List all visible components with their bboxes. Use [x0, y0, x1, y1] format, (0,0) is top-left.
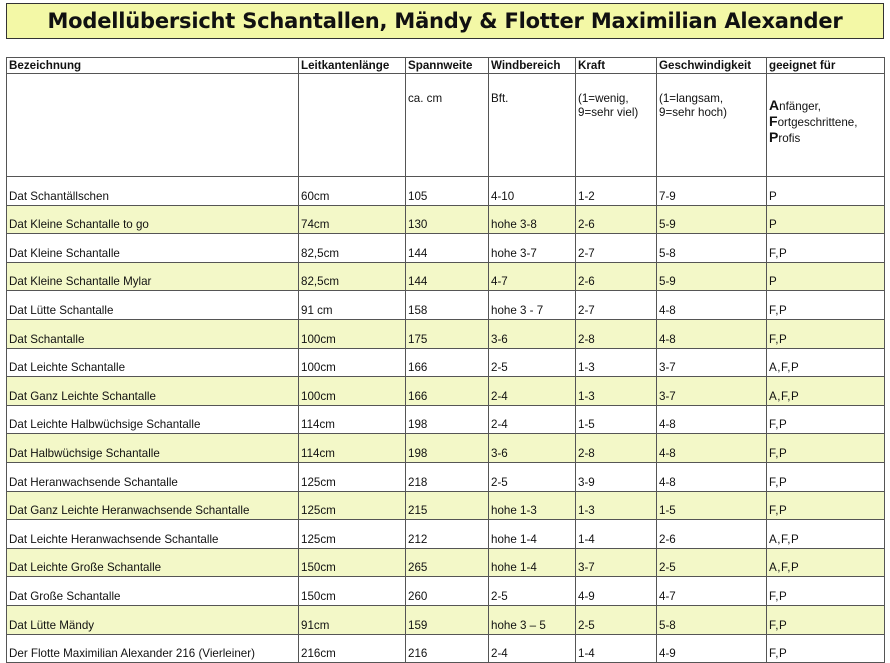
table-row	[7, 319, 885, 348]
cell-geeignet: A,F,P	[767, 377, 885, 406]
cell-geschwindigkeit: 2-6	[657, 520, 767, 549]
cell-geeignet: F,P	[767, 577, 885, 606]
cell-spannweite: 175	[406, 319, 489, 348]
cell-leitkante: 60cm	[299, 177, 406, 206]
cell-kraft: 1-4	[576, 520, 657, 549]
table-row	[7, 491, 885, 520]
cell-spannweite: 265	[406, 548, 489, 577]
table-row	[7, 262, 885, 291]
legend-p-initial: P	[769, 129, 779, 145]
cell-leitkante: 125cm	[299, 520, 406, 549]
cell-spannweite: 198	[406, 405, 489, 434]
cell-name: Der Flotte Maximilian Alexander 216 (Vierleiner)	[7, 634, 299, 663]
cell-wind: hohe 3 – 5	[489, 605, 576, 634]
cell-geeignet: F,P	[767, 634, 885, 663]
cell-leitkante: 100cm	[299, 319, 406, 348]
cell-geschwindigkeit: 5-9	[657, 262, 767, 291]
cell-geschwindigkeit: 4-8	[657, 291, 767, 320]
cell-geschwindigkeit: 1-5	[657, 491, 767, 520]
cell-geeignet: P	[767, 177, 885, 206]
cell-kraft: 2-6	[576, 262, 657, 291]
cell-leitkante: 91cm	[299, 605, 406, 634]
cell-leitkante: 150cm	[299, 577, 406, 606]
cell-geeignet: A,F,P	[767, 548, 885, 577]
table-row	[7, 520, 885, 549]
cell-geschwindigkeit: 4-8	[657, 434, 767, 463]
cell-wind: 4-7	[489, 262, 576, 291]
cell-spannweite: 130	[406, 205, 489, 234]
cell-spannweite: 215	[406, 491, 489, 520]
cell-name: Dat Schantalle	[7, 319, 299, 348]
cell-geschwindigkeit: 5-8	[657, 605, 767, 634]
cell-geschwindigkeit: 5-9	[657, 205, 767, 234]
cell-kraft: 1-2	[576, 177, 657, 206]
cell-wind: 2-4	[489, 377, 576, 406]
cell-geeignet: F,P	[767, 319, 885, 348]
cell-wind: hohe 3-8	[489, 205, 576, 234]
subheader-spannweite: ca. cm	[406, 74, 489, 177]
cell-leitkante: 91 cm	[299, 291, 406, 320]
cell-leitkante: 74cm	[299, 205, 406, 234]
subheader-geeignet	[767, 74, 885, 177]
cell-spannweite: 198	[406, 434, 489, 463]
geschw-scale-line1: (1=langsam,	[659, 92, 724, 105]
legend-a-initial: A	[769, 97, 780, 113]
cell-wind: 2-4	[489, 634, 576, 663]
geschw-scale-line2: 9=sehr hoch)	[659, 106, 727, 119]
cell-kraft: 2-5	[576, 605, 657, 634]
legend-f-rest: ortgeschrittene,	[777, 116, 858, 129]
header-windbereich: Windbereich	[489, 58, 576, 74]
cell-geeignet: F,P	[767, 462, 885, 491]
cell-name: Dat Ganz Leichte Heranwachsende Schantalle	[7, 491, 299, 520]
cell-wind: 3-6	[489, 319, 576, 348]
table-row	[7, 291, 885, 320]
cell-spannweite: 166	[406, 377, 489, 406]
cell-geeignet: A,F,P	[767, 520, 885, 549]
cell-leitkante: 114cm	[299, 434, 406, 463]
cell-geeignet: F,P	[767, 605, 885, 634]
header-spannweite: Spannweite	[406, 58, 489, 74]
cell-wind: hohe 1-4	[489, 548, 576, 577]
table-row	[7, 548, 885, 577]
subheader-bezeichnung	[7, 74, 299, 177]
cell-kraft: 2-8	[576, 319, 657, 348]
cell-kraft: 2-8	[576, 434, 657, 463]
cell-leitkante: 216cm	[299, 634, 406, 663]
legend-f-initial: F	[769, 113, 778, 129]
cell-wind: hohe 1-4	[489, 520, 576, 549]
cell-leitkante: 82,5cm	[299, 234, 406, 263]
cell-geschwindigkeit: 3-7	[657, 377, 767, 406]
cell-name: Dat Ganz Leichte Schantalle	[7, 377, 299, 406]
table-header-row	[7, 58, 885, 74]
cell-spannweite: 144	[406, 234, 489, 263]
table-row	[7, 462, 885, 491]
table-row	[7, 577, 885, 606]
cell-wind: 4-10	[489, 177, 576, 206]
cell-geschwindigkeit: 4-8	[657, 319, 767, 348]
cell-geschwindigkeit: 4-9	[657, 634, 767, 663]
cell-spannweite: 166	[406, 348, 489, 377]
table-row	[7, 348, 885, 377]
cell-name: Dat Kleine Schantalle Mylar	[7, 262, 299, 291]
cell-kraft: 2-7	[576, 234, 657, 263]
cell-name: Dat Leichte Heranwachsende Schantalle	[7, 520, 299, 549]
cell-leitkante: 100cm	[299, 377, 406, 406]
subheader-leitkantenlaenge	[299, 74, 406, 177]
cell-leitkante: 82,5cm	[299, 262, 406, 291]
cell-spannweite: 218	[406, 462, 489, 491]
cell-name: Dat Leichte Halbwüchsige Schantalle	[7, 405, 299, 434]
cell-name: Dat Leichte Schantalle	[7, 348, 299, 377]
cell-leitkante: 100cm	[299, 348, 406, 377]
cell-geeignet: F,P	[767, 234, 885, 263]
cell-kraft: 2-7	[576, 291, 657, 320]
legend-p-rest: rofis	[778, 132, 801, 145]
cell-geschwindigkeit: 4-7	[657, 577, 767, 606]
cell-geeignet: P	[767, 205, 885, 234]
table-row	[7, 205, 885, 234]
table-row	[7, 405, 885, 434]
cell-geschwindigkeit: 3-7	[657, 348, 767, 377]
cell-geschwindigkeit: 2-5	[657, 548, 767, 577]
cell-kraft: 1-3	[576, 348, 657, 377]
subheader-windbereich: Bft.	[489, 74, 576, 177]
cell-name: Dat Halbwüchsige Schantalle	[7, 434, 299, 463]
header-geeignet: geeignet für	[767, 58, 885, 74]
cell-spannweite: 216	[406, 634, 489, 663]
table-row	[7, 434, 885, 463]
cell-geschwindigkeit: 5-8	[657, 234, 767, 263]
page-title: Modellübersicht Schantallen, Mändy & Flotter Maximilian Alexander	[47, 9, 843, 33]
cell-kraft: 3-7	[576, 548, 657, 577]
cell-name: Dat Kleine Schantalle	[7, 234, 299, 263]
subheader-kraft	[576, 74, 657, 177]
cell-name: Dat Heranwachsende Schantalle	[7, 462, 299, 491]
cell-kraft: 1-4	[576, 634, 657, 663]
cell-kraft: 1-5	[576, 405, 657, 434]
cell-spannweite: 212	[406, 520, 489, 549]
header-geschwindigkeit: Geschwindigkeit	[657, 58, 767, 74]
cell-spannweite: 260	[406, 577, 489, 606]
cell-name: Dat Leichte Große Schantalle	[7, 548, 299, 577]
cell-wind: hohe 1-3	[489, 491, 576, 520]
cell-geeignet: P	[767, 262, 885, 291]
table-subheader-row	[7, 74, 885, 177]
subheader-geschwindigkeit	[657, 74, 767, 177]
cell-kraft: 1-3	[576, 491, 657, 520]
cell-spannweite: 158	[406, 291, 489, 320]
cell-wind: hohe 3 - 7	[489, 291, 576, 320]
cell-name: Dat Lütte Schantalle	[7, 291, 299, 320]
header-bezeichnung: Bezeichnung	[7, 58, 299, 74]
cell-spannweite: 159	[406, 605, 489, 634]
cell-wind: 2-5	[489, 462, 576, 491]
cell-wind: 2-4	[489, 405, 576, 434]
cell-wind: 2-5	[489, 577, 576, 606]
cell-name: Dat Kleine Schantalle to go	[7, 205, 299, 234]
kraft-scale-line2: 9=sehr viel)	[578, 106, 639, 119]
cell-leitkante: 125cm	[299, 462, 406, 491]
cell-spannweite: 105	[406, 177, 489, 206]
header-kraft: Kraft	[576, 58, 657, 74]
cell-kraft: 1-3	[576, 377, 657, 406]
cell-geeignet: F,P	[767, 434, 885, 463]
kraft-scale-line1: (1=wenig,	[578, 92, 629, 105]
cell-geeignet: F,P	[767, 491, 885, 520]
cell-leitkante: 150cm	[299, 548, 406, 577]
title-box	[6, 3, 884, 39]
cell-leitkante: 114cm	[299, 405, 406, 434]
cell-spannweite: 144	[406, 262, 489, 291]
cell-kraft: 2-6	[576, 205, 657, 234]
cell-name: Dat Große Schantalle	[7, 577, 299, 606]
header-leitkantenlaenge: Leitkantenlänge	[299, 58, 406, 74]
cell-name: Dat Lütte Mändy	[7, 605, 299, 634]
cell-geeignet: F,P	[767, 291, 885, 320]
model-table	[6, 57, 885, 663]
cell-name: Dat Schantällschen	[7, 177, 299, 206]
cell-kraft: 4-9	[576, 577, 657, 606]
cell-kraft: 3-9	[576, 462, 657, 491]
cell-geschwindigkeit: 7-9	[657, 177, 767, 206]
cell-leitkante: 125cm	[299, 491, 406, 520]
table-row	[7, 177, 885, 206]
cell-wind: hohe 3-7	[489, 234, 576, 263]
legend-a-rest: nfänger,	[779, 100, 822, 113]
table-row	[7, 634, 885, 663]
table-row	[7, 234, 885, 263]
table-row	[7, 377, 885, 406]
cell-wind: 3-6	[489, 434, 576, 463]
cell-wind: 2-5	[489, 348, 576, 377]
cell-geeignet: A,F,P	[767, 348, 885, 377]
cell-geschwindigkeit: 4-8	[657, 462, 767, 491]
cell-geeignet: F,P	[767, 405, 885, 434]
table-row	[7, 605, 885, 634]
cell-geschwindigkeit: 4-8	[657, 405, 767, 434]
